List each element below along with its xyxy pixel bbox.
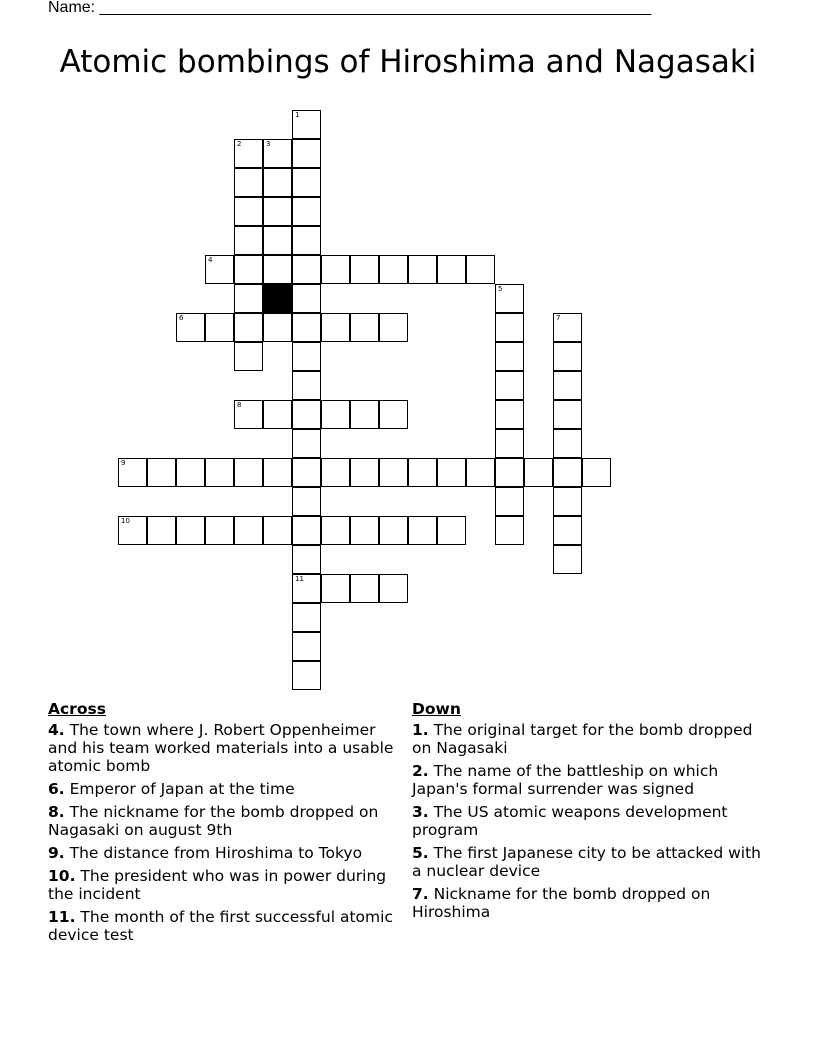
grid-cell[interactable] (495, 313, 524, 342)
grid-cell[interactable] (263, 516, 292, 545)
grid-cell[interactable] (553, 400, 582, 429)
grid-cell[interactable] (292, 545, 321, 574)
grid-cell[interactable] (495, 284, 524, 313)
clue-text: The nickname for the bomb dropped on Nagasaki on august 9th (48, 803, 379, 839)
grid-cell[interactable] (437, 458, 466, 487)
grid-cell[interactable] (234, 516, 263, 545)
grid-cell[interactable] (321, 458, 350, 487)
across-clues (48, 700, 398, 949)
grid-cell[interactable] (321, 313, 350, 342)
grid-cell[interactable] (495, 458, 524, 487)
clue-number-label: 6 (179, 314, 184, 322)
grid-cell[interactable] (292, 429, 321, 458)
page-title: Atomic bombings of Hiroshima and Nagasaki (59, 44, 757, 80)
grid-cell[interactable] (263, 313, 292, 342)
grid-cell[interactable] (118, 458, 147, 487)
clue-number-label: 2 (237, 140, 242, 148)
grid-cell[interactable] (263, 400, 292, 429)
clue-number-label: 10 (121, 517, 130, 525)
clue-number: 3. (412, 803, 429, 821)
grid-cell[interactable] (205, 255, 234, 284)
grid-cell[interactable] (292, 603, 321, 632)
clue-number-label: 11 (295, 575, 304, 583)
grid-cell[interactable] (553, 516, 582, 545)
grid-cell[interactable] (553, 313, 582, 342)
down-clue (412, 762, 762, 798)
grid-cell[interactable] (176, 516, 205, 545)
grid-cell[interactable] (292, 139, 321, 168)
grid-cell[interactable] (408, 255, 437, 284)
grid-cell[interactable] (234, 458, 263, 487)
grid-cell[interactable] (263, 458, 292, 487)
across-clue (48, 908, 398, 944)
name-field: Name: ______________________________________________________________ (48, 0, 652, 16)
down-clue (412, 844, 762, 880)
grid-cell[interactable] (321, 400, 350, 429)
grid-cell[interactable] (495, 371, 524, 400)
grid-cell[interactable] (495, 516, 524, 545)
clue-text: The month of the first successful atomic device test (48, 908, 393, 944)
across-clue (48, 780, 398, 798)
down-heading: Down (412, 700, 461, 718)
clue-number: 8. (48, 803, 65, 821)
clue-text: Emperor of Japan at the time (69, 780, 295, 798)
grid-cell[interactable] (292, 516, 321, 545)
grid-cell[interactable] (466, 458, 495, 487)
grid-cell[interactable] (292, 661, 321, 690)
down-clue (412, 803, 762, 839)
clue-text: The original target for the bomb dropped on Nagasaki (412, 721, 753, 757)
grid-cell[interactable] (292, 110, 321, 139)
grid-cell[interactable] (118, 516, 147, 545)
across-clue (48, 844, 398, 862)
grid-cell[interactable] (437, 255, 466, 284)
grid-cell[interactable] (350, 400, 379, 429)
blocked-cell (263, 284, 292, 313)
grid-cell[interactable] (292, 284, 321, 313)
grid-cell[interactable] (292, 400, 321, 429)
clue-number: 6. (48, 780, 65, 798)
grid-cell[interactable] (553, 458, 582, 487)
grid-cell[interactable] (350, 574, 379, 603)
grid-cell[interactable] (234, 313, 263, 342)
grid-cell[interactable] (263, 168, 292, 197)
clue-number-label: 9 (121, 459, 126, 467)
clue-number-label: 4 (208, 256, 213, 264)
grid-cell[interactable] (553, 487, 582, 516)
down-clues (412, 700, 762, 926)
grid-cell[interactable] (553, 429, 582, 458)
grid-cell[interactable] (292, 313, 321, 342)
down-clue (412, 885, 762, 921)
across-clue (48, 803, 398, 839)
grid-cell[interactable] (234, 226, 263, 255)
grid-cell[interactable] (263, 197, 292, 226)
down-clue (412, 721, 762, 757)
grid-cell[interactable] (292, 487, 321, 516)
clue-text: The distance from Hiroshima to Tokyo (69, 844, 363, 862)
clue-number: 9. (48, 844, 65, 862)
grid-cell[interactable] (321, 255, 350, 284)
grid-cell[interactable] (292, 342, 321, 371)
grid-cell[interactable] (292, 168, 321, 197)
grid-cell[interactable] (292, 255, 321, 284)
grid-cell[interactable] (147, 458, 176, 487)
grid-cell[interactable] (553, 545, 582, 574)
clue-number-label: 5 (498, 285, 503, 293)
grid-cell[interactable] (495, 429, 524, 458)
grid-cell[interactable] (466, 255, 495, 284)
grid-cell[interactable] (379, 516, 408, 545)
clue-number-label: 7 (556, 314, 561, 322)
grid-cell[interactable] (495, 400, 524, 429)
grid-cell[interactable] (408, 458, 437, 487)
grid-cell[interactable] (379, 458, 408, 487)
grid-cell[interactable] (234, 400, 263, 429)
clue-number: 2. (412, 762, 429, 780)
clue-number: 4. (48, 721, 65, 739)
grid-cell[interactable] (292, 371, 321, 400)
grid-cell[interactable] (234, 197, 263, 226)
grid-cell[interactable] (379, 574, 408, 603)
grid-cell[interactable] (176, 458, 205, 487)
clue-number: 11. (48, 908, 76, 926)
grid-cell[interactable] (205, 458, 234, 487)
clue-number: 5. (412, 844, 429, 862)
grid-cell[interactable] (350, 516, 379, 545)
grid-cell[interactable] (263, 226, 292, 255)
clue-text: The US atomic weapons development program (412, 803, 728, 839)
clue-text: The town where J. Robert Oppenheimer and his team worked materials into a usable atomic bomb (48, 721, 394, 775)
clue-text: Nickname for the bomb dropped on Hiroshima (412, 885, 711, 921)
grid-cell[interactable] (234, 342, 263, 371)
grid-cell[interactable] (234, 284, 263, 313)
grid-cell[interactable] (495, 342, 524, 371)
clue-text: The name of the battleship on which Japan's formal surrender was signed (412, 762, 719, 798)
grid-cell[interactable] (495, 487, 524, 516)
grid-cell[interactable] (553, 342, 582, 371)
grid-cell[interactable] (553, 371, 582, 400)
grid-cell[interactable] (379, 400, 408, 429)
across-heading: Across (48, 700, 106, 718)
grid-cell[interactable] (205, 516, 234, 545)
clue-number: 1. (412, 721, 429, 739)
grid-cell[interactable] (205, 313, 234, 342)
clue-text: The president who was in power during the incident (48, 867, 387, 903)
grid-cell[interactable] (379, 313, 408, 342)
grid-cell[interactable] (292, 458, 321, 487)
grid-cell[interactable] (292, 197, 321, 226)
grid-cell[interactable] (292, 574, 321, 603)
clue-number-label: 1 (295, 111, 300, 119)
grid-cell[interactable] (408, 516, 437, 545)
across-clue (48, 867, 398, 903)
grid-cell[interactable] (176, 313, 205, 342)
grid-cell[interactable] (437, 516, 466, 545)
grid-cell[interactable] (234, 168, 263, 197)
across-clue (48, 721, 398, 775)
grid-cell[interactable] (292, 226, 321, 255)
grid-cell[interactable] (321, 574, 350, 603)
grid-cell[interactable] (321, 516, 350, 545)
grid-cell[interactable] (263, 255, 292, 284)
clue-number-label: 3 (266, 140, 271, 148)
grid-cell[interactable] (147, 516, 176, 545)
grid-cell[interactable] (350, 458, 379, 487)
grid-cell[interactable] (263, 139, 292, 168)
grid-cell[interactable] (234, 255, 263, 284)
grid-cell[interactable] (350, 313, 379, 342)
clue-number: 7. (412, 885, 429, 903)
clue-number-label: 8 (237, 401, 242, 409)
grid-cell[interactable] (350, 255, 379, 284)
grid-cell[interactable] (379, 255, 408, 284)
grid-cell[interactable] (582, 458, 611, 487)
clue-number: 10. (48, 867, 76, 885)
grid-cell[interactable] (234, 139, 263, 168)
grid-cell[interactable] (292, 632, 321, 661)
grid-cell[interactable] (524, 458, 553, 487)
clue-text: The first Japanese city to be attacked with a nuclear device (412, 844, 761, 880)
